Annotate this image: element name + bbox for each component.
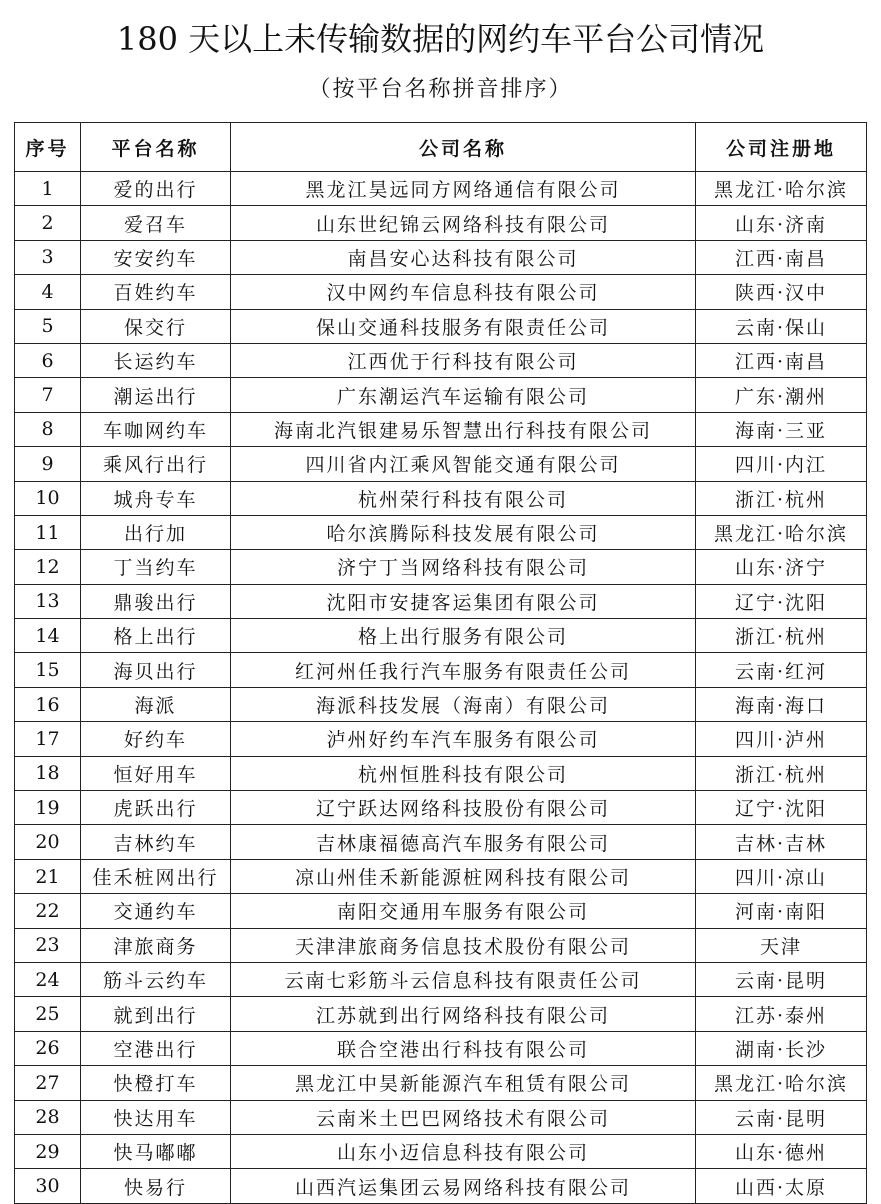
cell-serial-number: 9	[15, 447, 81, 481]
table-row	[15, 515, 867, 549]
table-row	[15, 172, 867, 206]
cell-company-name: 山东世纪锦云网络科技有限公司	[231, 206, 696, 240]
cell-registration-place: 天津	[696, 928, 867, 962]
table-row	[15, 1066, 867, 1100]
cell-serial-number: 17	[15, 722, 81, 756]
cell-serial-number: 8	[15, 412, 81, 446]
cell-registration-place: 山东·德州	[696, 1134, 867, 1168]
cell-registration-place: 山东·济宁	[696, 550, 867, 584]
cell-company-name: 凉山州佳禾新能源桩网科技有限公司	[231, 859, 696, 893]
cell-company-name: 山西汽运集团云易网络科技有限公司	[231, 1169, 696, 1203]
platform-table	[14, 122, 867, 1204]
cell-platform-name: 海派	[81, 687, 231, 721]
cell-serial-number: 2	[15, 206, 81, 240]
cell-company-name: 吉林康福德高汽车服务有限公司	[231, 825, 696, 859]
cell-company-name: 天津津旅商务信息技术股份有限公司	[231, 928, 696, 962]
table-row	[15, 447, 867, 481]
table-row	[15, 653, 867, 687]
cell-registration-place: 浙江·杭州	[696, 619, 867, 653]
cell-platform-name: 快易行	[81, 1169, 231, 1203]
cell-company-name: 广东潮运汽车运输有限公司	[231, 378, 696, 412]
cell-platform-name: 快达用车	[81, 1100, 231, 1134]
cell-registration-place: 云南·保山	[696, 309, 867, 343]
cell-platform-name: 快马嘟嘟	[81, 1134, 231, 1168]
cell-company-name: 红河州任我行汽车服务有限责任公司	[231, 653, 696, 687]
cell-company-name: 南昌安心达科技有限公司	[231, 240, 696, 274]
cell-platform-name: 车咖网约车	[81, 412, 231, 446]
cell-serial-number: 19	[15, 791, 81, 825]
cell-registration-place: 黑龙江·哈尔滨	[696, 172, 867, 206]
cell-platform-name: 快橙打车	[81, 1066, 231, 1100]
cell-company-name: 杭州恒胜科技有限公司	[231, 756, 696, 790]
table-row	[15, 1100, 867, 1134]
cell-platform-name: 安安约车	[81, 240, 231, 274]
header-company-name: 公司名称	[231, 123, 696, 172]
table-row	[15, 584, 867, 618]
table-row	[15, 619, 867, 653]
cell-company-name: 格上出行服务有限公司	[231, 619, 696, 653]
cell-platform-name: 交通约车	[81, 894, 231, 928]
cell-company-name: 四川省内江乘风智能交通有限公司	[231, 447, 696, 481]
document-title: 180 天以上未传输数据的网约车平台公司情况	[116, 20, 765, 58]
cell-registration-place: 浙江·杭州	[696, 756, 867, 790]
cell-registration-place: 云南·红河	[696, 653, 867, 687]
table-row	[15, 825, 867, 859]
cell-company-name: 海派科技发展（海南）有限公司	[231, 687, 696, 721]
cell-platform-name: 鼎骏出行	[81, 584, 231, 618]
cell-serial-number: 11	[15, 515, 81, 549]
cell-platform-name: 长运约车	[81, 343, 231, 377]
table-row	[15, 859, 867, 893]
cell-serial-number: 18	[15, 756, 81, 790]
table-row	[15, 1134, 867, 1168]
cell-platform-name: 爱的出行	[81, 172, 231, 206]
header-platform-name: 平台名称	[81, 123, 231, 172]
cell-platform-name: 吉林约车	[81, 825, 231, 859]
cell-company-name: 济宁丁当网络科技有限公司	[231, 550, 696, 584]
cell-registration-place: 浙江·杭州	[696, 481, 867, 515]
cell-serial-number: 5	[15, 309, 81, 343]
header-registration-place: 公司注册地	[696, 123, 867, 172]
table-row	[15, 1169, 867, 1203]
cell-registration-place: 陕西·汉中	[696, 275, 867, 309]
header-serial-number: 序号	[15, 123, 81, 172]
cell-serial-number: 6	[15, 343, 81, 377]
cell-company-name: 哈尔滨腾际科技发展有限公司	[231, 515, 696, 549]
cell-company-name: 黑龙江中昊新能源汽车租赁有限公司	[231, 1066, 696, 1100]
table-row	[15, 791, 867, 825]
table-header-row	[15, 123, 867, 172]
cell-platform-name: 保交行	[81, 309, 231, 343]
cell-platform-name: 虎跃出行	[81, 791, 231, 825]
table-body	[15, 172, 867, 1204]
cell-registration-place: 辽宁·沈阳	[696, 791, 867, 825]
cell-company-name: 黑龙江昊远同方网络通信有限公司	[231, 172, 696, 206]
cell-platform-name: 丁当约车	[81, 550, 231, 584]
cell-company-name: 保山交通科技服务有限责任公司	[231, 309, 696, 343]
cell-registration-place: 江西·南昌	[696, 343, 867, 377]
cell-serial-number: 13	[15, 584, 81, 618]
cell-serial-number: 1	[15, 172, 81, 206]
cell-platform-name: 乘风行出行	[81, 447, 231, 481]
cell-company-name: 泸州好约车汽车服务有限公司	[231, 722, 696, 756]
cell-registration-place: 云南·昆明	[696, 962, 867, 996]
table-row	[15, 894, 867, 928]
table-row	[15, 412, 867, 446]
cell-company-name: 汉中网约车信息科技有限公司	[231, 275, 696, 309]
table-row	[15, 378, 867, 412]
table-row	[15, 240, 867, 274]
cell-platform-name: 空港出行	[81, 1031, 231, 1065]
cell-platform-name: 恒好用车	[81, 756, 231, 790]
cell-registration-place: 广东·潮州	[696, 378, 867, 412]
cell-company-name: 南阳交通用车服务有限公司	[231, 894, 696, 928]
cell-company-name: 江苏就到出行网络科技有限公司	[231, 997, 696, 1031]
cell-company-name: 云南米土巴巴网络技术有限公司	[231, 1100, 696, 1134]
cell-platform-name: 筋斗云约车	[81, 962, 231, 996]
cell-platform-name: 出行加	[81, 515, 231, 549]
cell-platform-name: 津旅商务	[81, 928, 231, 962]
cell-registration-place: 辽宁·沈阳	[696, 584, 867, 618]
cell-serial-number: 3	[15, 240, 81, 274]
cell-company-name: 联合空港出行科技有限公司	[231, 1031, 696, 1065]
cell-registration-place: 四川·泸州	[696, 722, 867, 756]
cell-registration-place: 黑龙江·哈尔滨	[696, 515, 867, 549]
cell-platform-name: 城舟专车	[81, 481, 231, 515]
cell-serial-number: 24	[15, 962, 81, 996]
table-row	[15, 550, 867, 584]
cell-serial-number: 7	[15, 378, 81, 412]
cell-serial-number: 4	[15, 275, 81, 309]
cell-platform-name: 就到出行	[81, 997, 231, 1031]
table-row	[15, 997, 867, 1031]
table-row	[15, 309, 867, 343]
cell-registration-place: 海南·海口	[696, 687, 867, 721]
cell-platform-name: 海贝出行	[81, 653, 231, 687]
cell-platform-name: 潮运出行	[81, 378, 231, 412]
cell-company-name: 辽宁跃达网络科技股份有限公司	[231, 791, 696, 825]
cell-registration-place: 海南·三亚	[696, 412, 867, 446]
cell-platform-name: 格上出行	[81, 619, 231, 653]
table-row	[15, 481, 867, 515]
table-row	[15, 756, 867, 790]
cell-serial-number: 29	[15, 1134, 81, 1168]
cell-serial-number: 27	[15, 1066, 81, 1100]
cell-registration-place: 四川·内江	[696, 447, 867, 481]
table-row	[15, 687, 867, 721]
cell-platform-name: 好约车	[81, 722, 231, 756]
cell-platform-name: 佳禾桩网出行	[81, 859, 231, 893]
cell-registration-place: 云南·昆明	[696, 1100, 867, 1134]
table-header	[15, 123, 867, 172]
cell-registration-place: 黑龙江·哈尔滨	[696, 1066, 867, 1100]
cell-platform-name: 爱召车	[81, 206, 231, 240]
cell-registration-place: 江苏·泰州	[696, 997, 867, 1031]
cell-registration-place: 山西·太原	[696, 1169, 867, 1203]
cell-serial-number: 14	[15, 619, 81, 653]
table-row	[15, 722, 867, 756]
cell-serial-number: 30	[15, 1169, 81, 1203]
table-row	[15, 343, 867, 377]
cell-serial-number: 12	[15, 550, 81, 584]
document-subtitle: （按平台名称拼音排序）	[308, 77, 573, 102]
table-row	[15, 962, 867, 996]
cell-serial-number: 16	[15, 687, 81, 721]
cell-serial-number: 21	[15, 859, 81, 893]
cell-serial-number: 10	[15, 481, 81, 515]
table-row	[15, 275, 867, 309]
cell-company-name: 江西优于行科技有限公司	[231, 343, 696, 377]
cell-company-name: 沈阳市安捷客运集团有限公司	[231, 584, 696, 618]
table-row	[15, 1031, 867, 1065]
cell-company-name: 山东小迈信息科技有限公司	[231, 1134, 696, 1168]
cell-registration-place: 河南·南阳	[696, 894, 867, 928]
cell-serial-number: 23	[15, 928, 81, 962]
cell-company-name: 海南北汽银建易乐智慧出行科技有限公司	[231, 412, 696, 446]
cell-platform-name: 百姓约车	[81, 275, 231, 309]
cell-registration-place: 江西·南昌	[696, 240, 867, 274]
cell-registration-place: 山东·济南	[696, 206, 867, 240]
table-row	[15, 928, 867, 962]
cell-serial-number: 26	[15, 1031, 81, 1065]
cell-registration-place: 四川·凉山	[696, 859, 867, 893]
cell-registration-place: 吉林·吉林	[696, 825, 867, 859]
cell-serial-number: 20	[15, 825, 81, 859]
cell-serial-number: 22	[15, 894, 81, 928]
cell-serial-number: 15	[15, 653, 81, 687]
cell-company-name: 杭州荣行科技有限公司	[231, 481, 696, 515]
cell-company-name: 云南七彩筋斗云信息科技有限责任公司	[231, 962, 696, 996]
cell-registration-place: 湖南·长沙	[696, 1031, 867, 1065]
table-row	[15, 206, 867, 240]
cell-serial-number: 25	[15, 997, 81, 1031]
cell-serial-number: 28	[15, 1100, 81, 1134]
